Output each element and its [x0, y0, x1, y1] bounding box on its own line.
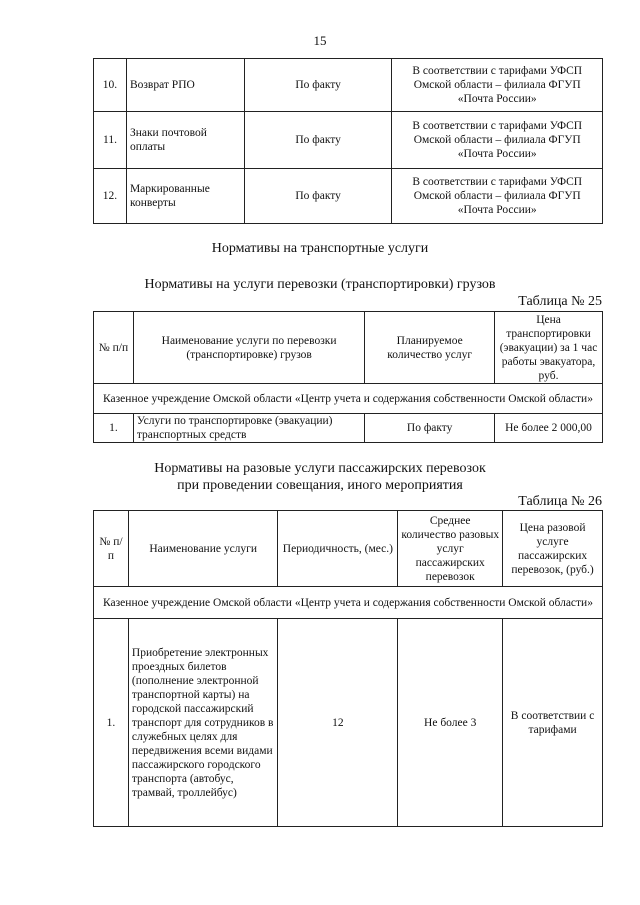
- service-name: Возврат РПО: [126, 59, 244, 112]
- row-number: 1.: [94, 414, 134, 443]
- table-header-row: [94, 511, 603, 587]
- service-frequency: По факту: [244, 169, 392, 224]
- service-price: В соответствии с тарифами УФСП Омской области – филиала ФГУП «Почта России»: [392, 169, 603, 224]
- table-postal-services: [93, 58, 603, 224]
- row-number: 1.: [94, 619, 129, 827]
- service-frequency: По факту: [244, 112, 392, 169]
- section-title: Нормативы на транспортные услуги: [211, 241, 429, 256]
- header-service-name: Наименование услуги: [128, 511, 278, 587]
- table-row: [94, 169, 603, 224]
- header-price: Цена транспортировки (эвакуации) за 1 час работы эвакуатора, руб.: [495, 312, 603, 384]
- header-service-name: Наименование услуги по перевозки (транспортировке) грузов: [133, 312, 364, 384]
- periodicity: 12: [278, 619, 398, 827]
- header-number: № п/п: [94, 511, 129, 587]
- table-row: [94, 59, 603, 112]
- header-avg-qty: Среднее количество разовых услуг пассажирских перевозок: [398, 511, 503, 587]
- table-row: [94, 619, 603, 827]
- service-name: Приобретение электронных проездных билетов (пополнение электронной транспортной карты) на городской пассажирский транспорт для сотрудников в служебных целях для передвижения всеми видами пассажирского городского транспорта (автобус, трамвай, троллейбус): [128, 619, 278, 827]
- row-number: 11.: [94, 112, 127, 169]
- service-name: Услуги по транспортировке (эвакуации) транспортных средств: [133, 414, 364, 443]
- organization-name: Казенное учреждение Омской области «Центр учета и содержания собственности Омской области»: [94, 587, 603, 619]
- header-price: Цена разовой услуге пассажирских перевозок, (руб.): [503, 511, 603, 587]
- service-price: В соответствии с тарифами УФСП Омской области – филиала ФГУП «Почта России»: [392, 112, 603, 169]
- table-25-cargo-transport: [93, 311, 603, 443]
- organization-name: Казенное учреждение Омской области «Центр учета и содержания собственности Омской области»: [94, 384, 603, 414]
- table-label-26: Таблица № 26: [518, 494, 602, 509]
- avg-qty: Не более 3: [398, 619, 503, 827]
- subsection-title: Нормативы на услуги перевозки (транспортировки) грузов: [144, 277, 496, 292]
- org-row: [94, 587, 603, 619]
- row-number: 10.: [94, 59, 127, 112]
- table-row: [94, 112, 603, 169]
- org-row: [94, 384, 603, 414]
- price: Не более 2 000,00: [495, 414, 603, 443]
- header-number: № п/п: [94, 312, 134, 384]
- planned-qty: По факту: [365, 414, 495, 443]
- table-header-row: [94, 312, 603, 384]
- price: В соответствии с тарифами: [503, 619, 603, 827]
- table-26-passenger-transport: [93, 510, 603, 827]
- service-frequency: По факту: [244, 59, 392, 112]
- table-label-25: Таблица № 25: [518, 294, 602, 309]
- page-number: 15: [313, 33, 327, 48]
- table-row: [94, 414, 603, 443]
- header-periodicity: Периодичность, (мес.): [278, 511, 398, 587]
- header-planned-qty: Планируемое количество услуг: [365, 312, 495, 384]
- service-price: В соответствии с тарифами УФСП Омской области – филиала ФГУП «Почта России»: [392, 59, 603, 112]
- subsection2-title-line1: Нормативы на разовые услуги пассажирских перевозок: [154, 461, 486, 476]
- service-name: Знаки почтовой оплаты: [126, 112, 244, 169]
- service-name: Маркированные конверты: [126, 169, 244, 224]
- row-number: 12.: [94, 169, 127, 224]
- subsection2-title-line2: при проведении совещания, иного мероприятия: [177, 478, 463, 493]
